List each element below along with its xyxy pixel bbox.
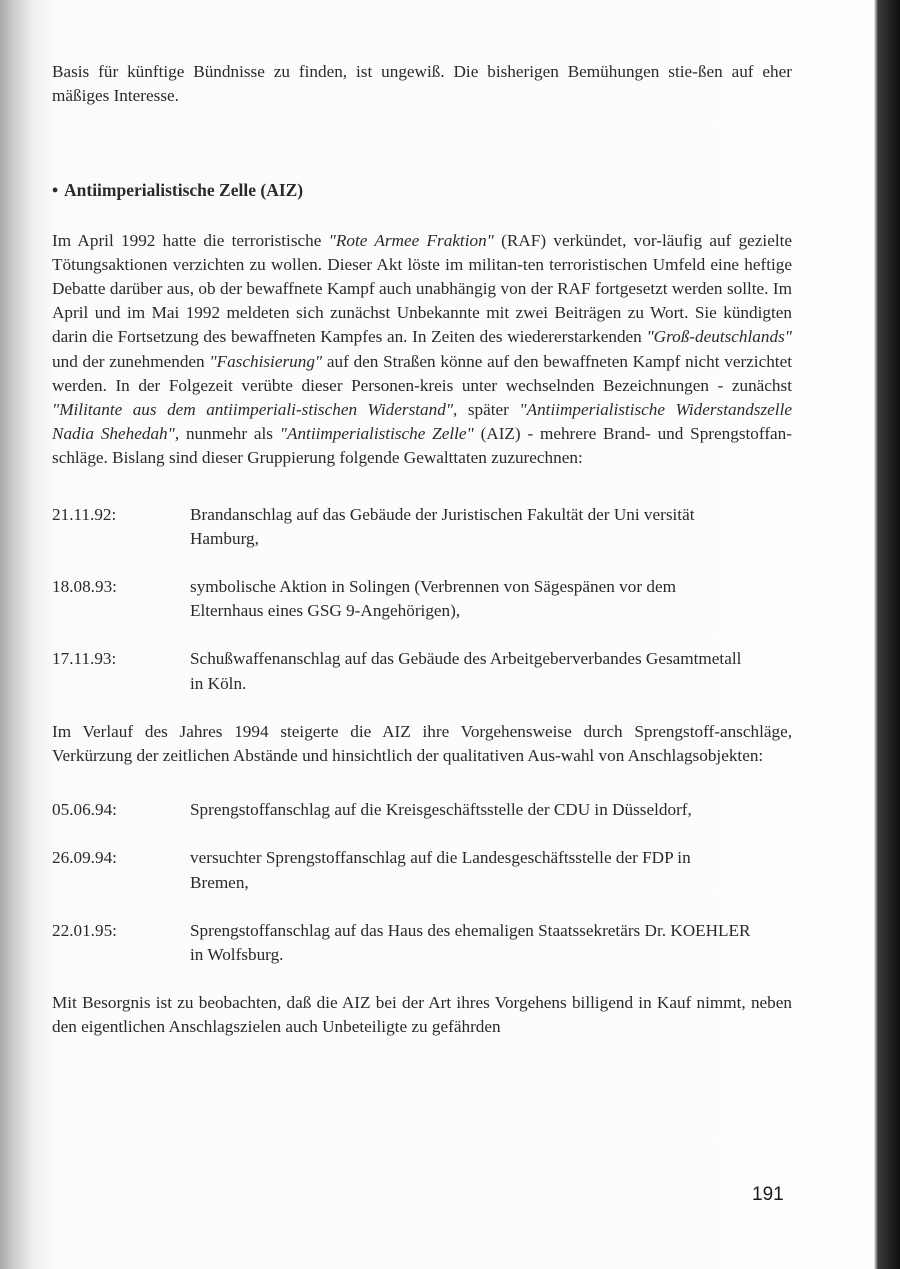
text-span: , nunmehr als	[174, 424, 280, 444]
incident-entry	[52, 798, 792, 822]
incident-date: 18.08.93:	[52, 577, 117, 597]
text-span: und der zunehmenden	[52, 351, 210, 371]
incident-entry	[52, 846, 792, 894]
incident-date: 21.11.92:	[52, 504, 117, 524]
incident-description: versuchter Sprengstoffanschlag auf die Landesgeschäftsstelle der FDP in Bremen,	[190, 848, 691, 892]
page-content	[52, 60, 792, 1040]
intro-paragraph: Basis für künftige Bündnisse zu finden, ist ungewiß. Die bisherigen Bemühungen stie-ßen auf eher mäßiges Interesse.	[52, 62, 792, 106]
incident-description: symbolische Aktion in Solingen (Verbrennen von Sägespänen vor dem Elternhaus eines GSG 9-Angehörigen),	[190, 577, 676, 621]
incident-date: 22.01.95:	[52, 920, 117, 940]
incident-date: 26.09.94:	[52, 848, 117, 868]
incident-entry	[52, 647, 792, 695]
quoted-term: "Militante aus dem antiimperiali-stischen Widerstand"	[52, 400, 454, 420]
closing-paragraph: Mit Besorgnis ist zu beobachten, daß die AIZ bei der Art ihres Vorgehens billigend in Kauf nimmt, neben den eigentlichen Anschlagszielen auch Unbeteiligte zu gefährden	[52, 993, 792, 1037]
text-span: (AIZ) - mehrere Brand- und Sprengstoffan-schläge. Bislang sind dieser Gruppierung folgende Gewalttaten zuzurechnen:	[52, 424, 792, 468]
quoted-term: "Groß-deutschlands"	[646, 327, 792, 347]
paragraph-raf-history	[52, 229, 792, 471]
incident-entry	[52, 503, 792, 551]
text-span: (RAF) verkündet, vor-läufig auf gezielte Tötungsaktionen verzichten zu wollen. Dieser Akt löste im militan-ten terroristischen Umfeld eine heftige Debatte darüber aus, ob der bewaffnete Kampf auch unabhängig von der RAF fortgesetzt werden sollte. Im April und im Mai 1992 meldeten sich zunächst Unbekannte mit zwei Beiträgen zu Wort. Sie kündigten darin die Fortsetzung des bewaffneten Kampfes an. In Zeiten des wiedererstarkenden	[52, 230, 793, 347]
incident-list-2	[52, 798, 792, 967]
incident-list-1	[52, 503, 792, 696]
page-number: 191	[752, 1184, 784, 1205]
quoted-term: "Rote Armee Fraktion"	[328, 230, 494, 250]
text-span: auf den Straßen könne auf den bewaffneten Kampf nicht verzichtet werden. In der Folgezeit verübte dieser Personen-kreis unter wechselnden Bezeichnungen - zunächst	[52, 351, 792, 395]
incident-description: Sprengstoffanschlag auf das Haus des ehemaligen Staatssekretärs Dr. KOEHLER in Wolfsburg.	[190, 920, 751, 965]
incident-date: 17.11.93:	[52, 649, 117, 669]
section-heading	[52, 178, 792, 202]
incident-description: Sprengstoffanschlag auf die Kreisgeschäftsstelle der CDU in Düsseldorf,	[190, 800, 692, 820]
page-binding-shadow	[0, 0, 34, 1269]
quoted-term: "Faschisierung"	[209, 351, 323, 371]
section-heading-text: Antiimperialistische Zelle (AIZ)	[64, 180, 304, 201]
incident-description: Schußwaffenanschlag auf das Gebäude des Arbeitgeberverbandes Gesamtmetall in Köln.	[190, 649, 742, 693]
bullet-icon: •	[52, 180, 59, 201]
paragraph-1994-escalation: Im Verlauf des Jahres 1994 steigerte die AIZ ihre Vorgehensweise durch Sprengstoff-anschläge, Verkürzung der zeitlichen Abstände und hinsichtlich der qualitativen Aus-wahl von Anschlagsobjekten:	[52, 721, 792, 766]
incident-entry	[52, 575, 792, 623]
incident-entry	[52, 919, 792, 967]
quoted-term: "Antiimperialistische Widerstandszelle Nadia Shehedah"	[52, 400, 792, 444]
incident-description: Brandanschlag auf das Gebäude der Juristischen Fakultät der Uni versität Hamburg,	[190, 504, 695, 548]
text-span: , später	[453, 400, 520, 420]
page-right-edge	[874, 0, 900, 1269]
text-span: Im April 1992 hatte die terroristische	[52, 230, 329, 250]
incident-date: 05.06.94:	[52, 800, 117, 820]
quoted-term: "Antiimperialistische Zelle"	[279, 424, 474, 444]
